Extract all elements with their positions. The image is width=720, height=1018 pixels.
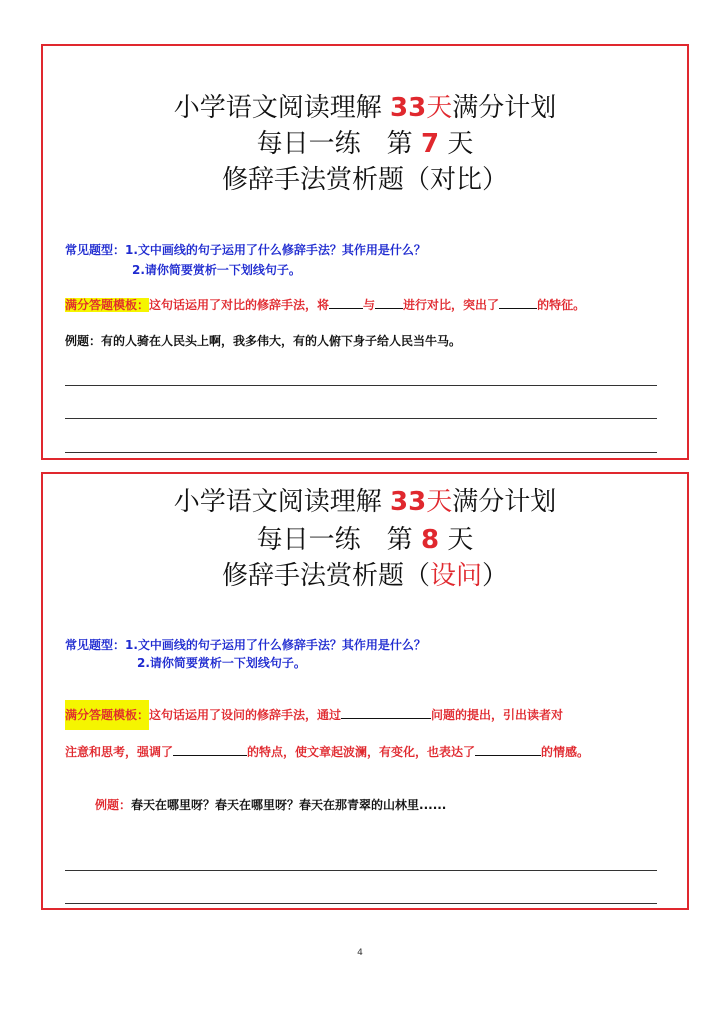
common-question-1: 常见题型：1.文中画线的句子运用了什么修辞手法？其作用是什么？ <box>65 638 426 652</box>
topic-title: 修辞手法赏析题（设问） <box>221 561 509 591</box>
card-title: 小学语文阅读理解 33天满分计划 <box>173 93 557 123</box>
page-number: 4 <box>357 948 363 958</box>
blank <box>499 296 537 309</box>
answer-line <box>65 418 657 419</box>
blank <box>475 743 541 756</box>
daily-practice-title: 每日一练 第 7 天 <box>256 129 474 159</box>
card-title: 小学语文阅读理解 33天满分计划 <box>173 487 557 517</box>
answer-line <box>65 903 657 904</box>
daily-practice-title: 每日一练 第 8 天 <box>256 525 474 555</box>
blank <box>329 296 363 309</box>
blank <box>341 706 431 719</box>
practice-card-day-8 <box>41 472 689 910</box>
blank <box>173 743 247 756</box>
template-label: 满分答题模板： <box>65 298 150 312</box>
example: 例题：春天在哪里呀？春天在哪里呀？春天在那青翠的山林里...... <box>95 798 447 812</box>
common-question-1: 常见题型：1.文中画线的句子运用了什么修辞手法？其作用是什么？ <box>65 243 426 257</box>
answer-template-line-2: 注意和思考，强调了 的特点，使文章起波澜，有变化，也表达了 的情感。 <box>65 745 590 759</box>
common-question-2: 2.请你简要赏析一下划线句子。 <box>132 263 301 277</box>
example: 例题：有的人骑在人民头上啊，我多伟大，有的人俯下身子给人民当牛马。 <box>65 334 462 348</box>
topic-title: 修辞手法赏析题（对比） <box>221 165 508 195</box>
practice-card-day-7 <box>41 44 689 460</box>
answer-template-line-1: 满分答题模板：这句话运用了设问的修辞手法，通过 问题的提出，引出读者对 <box>65 706 563 723</box>
answer-line <box>65 870 657 871</box>
answer-line <box>65 452 657 453</box>
answer-line <box>65 385 657 386</box>
template-label: 满分答题模板： <box>65 700 149 730</box>
common-question-2: 2.请你简要赏析一下划线句子。 <box>137 656 306 670</box>
answer-template: 满分答题模板：这句话运用了对比的修辞手法，将 与 进行对比，突出了 的特征。 <box>65 298 586 312</box>
blank <box>375 296 403 309</box>
